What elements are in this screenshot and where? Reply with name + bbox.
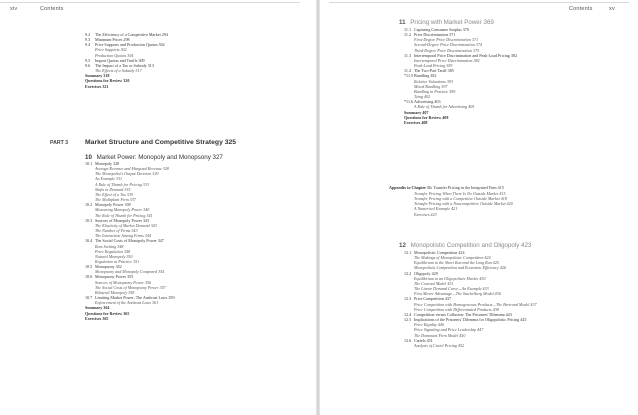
section-title: The Social Costs of Monopoly Power 347 (95, 238, 164, 244)
backmatter-title: Summary 364 (85, 305, 110, 311)
subsection-title: Tying 402 (414, 94, 431, 100)
left-folio: xiv (10, 6, 18, 12)
right-folio: xv (609, 6, 615, 12)
section-title: Oligopoly 429 (414, 270, 438, 276)
section-title: Price Supports and Production Quotas 302 (95, 42, 165, 48)
subsection-title: An Example 331 (95, 176, 123, 182)
chapter-number: 10 (85, 154, 92, 161)
chapter-number: 11 (399, 19, 406, 26)
subsection-title: The Makings of Monopolistic Competition 424 (414, 255, 491, 261)
toc-list-chapter11 (404, 27, 517, 125)
subsection-title: The Monopolist's Output Decision 329 (95, 171, 159, 177)
toc-list-chapter10 (85, 161, 175, 321)
top-rule (0, 2, 300, 3)
subsection-title: Intertemporal Price Discrimination 382 (414, 57, 480, 63)
section-title: Price Discrimination 371 (414, 32, 456, 38)
toc-list-appendix (404, 191, 513, 217)
section-number: 10.4 (85, 238, 93, 244)
subsection-title: Price Competition with Homogeneous Products—The Bertrand Model 437 (414, 301, 537, 307)
section-title: Limiting Market Power: The Antitrust Laws 359 (95, 295, 175, 301)
section-number: 11.3 (404, 52, 412, 58)
subsection-title: Price Regulation 348 (95, 248, 131, 254)
subsection-title: The Rule of Thumb for Pricing 341 (95, 212, 153, 218)
left-page (0, 0, 318, 415)
subsection-title: The Cournot Model 431 (414, 280, 454, 286)
section-number: 9.2 (85, 32, 91, 37)
subsection-title: Natural Monopoly 350 (95, 253, 133, 259)
section-title: Monopsony 352 (95, 264, 122, 270)
subsection-title: Transfer Pricing with a Competitive Outside Market 418 (414, 196, 507, 202)
subsection-title: Relative Valuations 393 (414, 78, 453, 84)
right-running-head: Contents (569, 6, 593, 12)
section-number: 11.2 (404, 32, 412, 38)
section-title: Monopoly 328 (95, 161, 120, 166)
backmatter-title: Questions for Review 365 (85, 310, 130, 316)
subsection-title: Rent Seeking 348 (95, 243, 124, 249)
subsection-title: Equilibrium in the Short Run and the Long Run 425 (414, 260, 499, 266)
section-number: 9.4 (85, 42, 91, 48)
subsection-title: Analysis of Cartel Pricing 452 (414, 342, 465, 348)
subsection-title: Regulation in Practice 351 (95, 258, 140, 264)
backmatter-title: Exercises 321 (85, 83, 109, 89)
subsection-title: Exercises 423 (414, 211, 437, 217)
section-number: 12.6 (404, 337, 412, 343)
section-title: Price Competition 437 (414, 296, 452, 302)
subsection-title: The Dominant Firm Model 450 (414, 332, 466, 338)
toc-list-chapter9-end (85, 32, 168, 89)
subsection-title: Shifts in Demand 335 (95, 186, 131, 192)
subsection-title: Third-Degree Price Discrimination 375 (414, 47, 480, 53)
subsection-title: The Social Costs of Monopsony Power 357 (95, 284, 166, 290)
section-number: 12.3 (404, 296, 412, 302)
section-title: Implications of the Prisoners' Dilemma for Oligopolistic Pricing 445 (414, 317, 527, 323)
subsection-title: Price Competition with Differentiated Products 438 (414, 306, 499, 312)
subsection-title: A Rule of Thumb for Pricing 333 (95, 181, 149, 187)
appendix-title: Appendix to Chapter 11: (389, 185, 433, 190)
section-number: 10.7 (85, 295, 93, 301)
subsection-title: First Mover Advantage—The Stackelberg Model 436 (414, 291, 501, 297)
section-number: 12.2 (404, 270, 412, 276)
subsection-title: Price Signaling and Price Leadership 447 (414, 327, 484, 333)
part-label: PART 3 (50, 140, 69, 146)
toc-backmatter-entry (85, 316, 175, 321)
subsection-title: Transfer Pricing When There Is No Outside Market 415 (414, 191, 506, 196)
subsection-title: The Linear Demand Curve—An Example 433 (414, 286, 489, 292)
section-title: Bundling 392 (414, 73, 437, 79)
section-number: 11.1 (404, 27, 412, 32)
subsection-title: Transfer Pricing with a Noncompetitive Outside Market 420 (414, 201, 513, 207)
subsection-title: The Elasticity of Market Demand 343 (95, 222, 157, 228)
section-number: 12.5 (404, 317, 412, 323)
chapter-title: Pricing with Market Power 369 (410, 19, 494, 26)
section-title: Cartels 451 (414, 337, 433, 343)
part-title: Market Structure and Competitive Strategy 325 (85, 139, 237, 146)
section-title: Capturing Consumer Surplus 370 (414, 27, 469, 32)
chapter-title: Market Power: Monopoly and Monopsony 327 (96, 154, 223, 161)
appendix-heading (389, 185, 504, 190)
section-title: Sources of Monopoly Power 343 (95, 217, 150, 223)
subsection-title: Average Revenue and Marginal Revenue 328 (95, 166, 169, 172)
toc-list-chapter12 (404, 250, 537, 348)
section-title: Competition versus Collusion: The Prisoners' Dilemma 443 (414, 311, 512, 317)
section-number: 10.1 (85, 161, 93, 166)
section-number: 12.4 (404, 311, 412, 317)
subsection-title: The Effects of a Subsidy 317 (95, 68, 142, 74)
backmatter-title: Questions for Review 408 (404, 114, 449, 120)
section-title: Minimum Prices 298 (95, 37, 130, 43)
top-rule (329, 2, 629, 3)
subsection-title: Enforcement of the Antitrust Laws 361 (95, 300, 159, 306)
chapter-10-heading (85, 154, 223, 161)
subsection-title: Monopsony and Monopoly Compared 354 (95, 269, 165, 275)
subsection-title: Bundling in Practice 399 (414, 88, 456, 94)
toc-subsection-entry (404, 343, 537, 348)
section-number: 9.3 (85, 37, 91, 43)
section-title: The Efficiency of a Competitive Market 294 (95, 32, 168, 37)
toc-backmatter-entry (404, 120, 517, 125)
subsection-title: Peak-Load Pricing 383 (414, 63, 453, 69)
subsection-title: Bilateral Monopoly 358 (95, 289, 135, 295)
left-running-head: Contents (40, 6, 64, 12)
subsection-title: The Multiplant Firm 337 (95, 197, 136, 203)
subsection-title: The Interaction Among Firms 344 (95, 233, 151, 239)
backmatter-title: Summary 407 (404, 109, 429, 115)
backmatter-title: Exercises 408 (404, 119, 428, 125)
subsection-title: First-Degree Price Discrimination 371 (414, 37, 479, 43)
subsection-title: Mixed Bundling 397 (414, 83, 448, 89)
chapter-12-heading (399, 242, 531, 249)
subsection-title: Measuring Monopoly Power 340 (95, 207, 150, 213)
subsection-title: Production Quotas 304 (95, 52, 134, 58)
subsection-title: A Numerical Example 421 (414, 206, 458, 212)
subsection-title: A Rule of Thumb for Advertising 405 (414, 104, 475, 110)
subsection-title: Equilibrium in an Oligopolistic Market 430 (414, 275, 486, 281)
subsection-title: Price Rigidity 446 (414, 322, 445, 328)
section-title: Monopolistic Competition 424 (414, 250, 465, 255)
section-number: *11.6 (404, 99, 414, 105)
section-title: Advertising 403 (414, 99, 441, 105)
subsection-title: Price Supports 302 (95, 47, 127, 53)
section-number: 10.5 (85, 264, 93, 270)
backmatter-title: Exercises 365 (85, 315, 109, 321)
subsection-title: Monopolistic Competition and Economic Efficiency 426 (414, 265, 506, 271)
chapter-number: 12 (399, 242, 406, 249)
subsection-title: The Number of Firms 343 (95, 228, 138, 234)
section-title: The Two-Part Tariff 385 (414, 68, 454, 74)
section-title: Monopoly Power 339 (95, 202, 131, 208)
right-page (319, 0, 638, 415)
subsection-title: Sources of Monopsony Power 356 (95, 279, 152, 285)
section-title: The Impact of a Tax or Subsidy 313 (95, 62, 154, 68)
section-number: 10.6 (85, 274, 93, 280)
backmatter-title: Questions for Review 320 (85, 78, 130, 84)
toc-backmatter-entry (85, 84, 168, 89)
subsection-title: Second-Degree Price Discrimination 374 (414, 42, 482, 48)
section-number: 12.1 (404, 250, 412, 255)
toc-subsection-entry (404, 212, 513, 217)
section-number: 9.5 (85, 57, 91, 63)
backmatter-title: Summary 318 (85, 73, 110, 79)
chapter-title: Monopolistic Competition and Oligopoly 423 (410, 242, 532, 249)
section-title: Import Quotas and Tariffs 309 (95, 57, 145, 63)
subsection-title: The Effect of a Tax 335 (95, 191, 133, 197)
section-number: 11.4 (404, 68, 412, 74)
section-number: 10.2 (85, 202, 93, 208)
section-number: 10.3 (85, 217, 93, 223)
appendix-subtitle: Transfer Pricing in the Integrated Firm 415 (433, 185, 504, 190)
section-number: 9.6 (85, 62, 91, 68)
section-title: Monopsony Power 355 (95, 274, 134, 280)
section-number: *11.5 (404, 73, 414, 79)
chapter-11-heading (399, 19, 494, 26)
section-title: Intertemporal Price Discrimination and Peak-Load Pricing 382 (414, 52, 517, 58)
